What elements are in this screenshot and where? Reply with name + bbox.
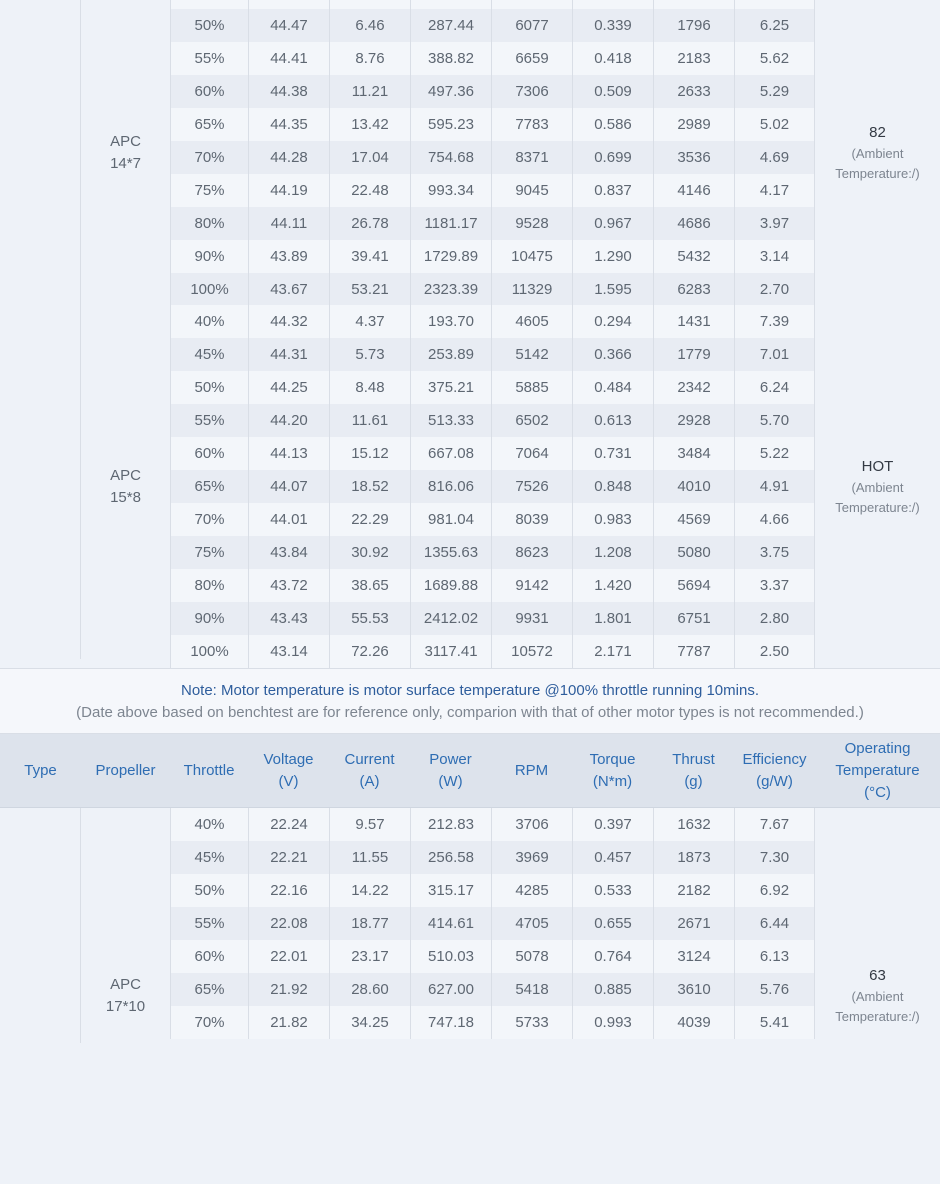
efficiency-cell: 5.62 [734, 42, 815, 75]
power-cell: 981.04 [410, 503, 491, 536]
voltage-cell: 44.11 [248, 207, 329, 240]
torque-cell: 0.294 [572, 305, 653, 338]
torque-cell: 0.731 [572, 437, 653, 470]
efficiency-cell: 4.91 [734, 470, 815, 503]
header-throttle: Throttle [183, 762, 235, 779]
table-row [0, 75, 940, 108]
torque-cell: 0.613 [572, 404, 653, 437]
rpm-cell: 9045 [491, 174, 572, 207]
temperature-note-line1: (Ambient [851, 145, 904, 161]
header-torque: Torque (N*m) [589, 751, 636, 790]
table-row [0, 207, 940, 240]
throttle-cell: 55% [170, 404, 248, 437]
rpm-cell: 4605 [491, 305, 572, 338]
efficiency-cell: 2.80 [734, 602, 815, 635]
rpm-cell: 10475 [491, 240, 572, 273]
rpm-cell: 6659 [491, 42, 572, 75]
torque-cell: 0.457 [572, 841, 653, 874]
thrust-cell: 1632 [653, 808, 734, 841]
thrust-cell: 4146 [653, 174, 734, 207]
power-cell: 388.82 [410, 42, 491, 75]
efficiency-cell: 2.70 [734, 273, 815, 306]
throttle-cell: 55% [170, 42, 248, 75]
voltage-cell: 43.43 [248, 602, 329, 635]
voltage-cell: 44.19 [248, 174, 329, 207]
table-row [0, 940, 940, 973]
table-row [0, 42, 940, 75]
torque-cell: 0.655 [572, 907, 653, 940]
rpm-cell: 7306 [491, 75, 572, 108]
throttle-cell: 65% [170, 108, 248, 141]
thrust-cell: 3610 [653, 973, 734, 1006]
efficiency-cell: 3.75 [734, 536, 815, 569]
efficiency-cell: 6.25 [734, 9, 815, 42]
rpm-cell: 4705 [491, 907, 572, 940]
power-cell: 667.08 [410, 437, 491, 470]
current-cell: 11.61 [329, 404, 410, 437]
voltage-cell: 44.07 [248, 470, 329, 503]
torque-cell: 0.885 [572, 973, 653, 1006]
torque-cell: 1.801 [572, 602, 653, 635]
current-cell: 15.12 [329, 437, 410, 470]
current-cell: 38.65 [329, 569, 410, 602]
efficiency-cell: 6.92 [734, 874, 815, 907]
current-cell: 6.46 [329, 9, 410, 42]
current-cell: 5.73 [329, 338, 410, 371]
throttle-cell: 100% [170, 273, 248, 306]
rpm-cell: 9528 [491, 207, 572, 240]
current-cell: 28.60 [329, 973, 410, 1006]
throttle-cell: 50% [170, 9, 248, 42]
voltage-cell: 43.67 [248, 273, 329, 306]
rpm-cell: 5885 [491, 371, 572, 404]
power-cell: 256.58 [410, 841, 491, 874]
propeller-size: 15*8 [110, 488, 141, 506]
header-propeller: Propeller [95, 762, 156, 779]
note-area [0, 668, 940, 734]
efficiency-cell: 7.67 [734, 808, 815, 841]
voltage-cell: 44.35 [248, 108, 329, 141]
throttle-cell: 50% [170, 371, 248, 404]
table-row [0, 973, 940, 1006]
power-cell: 414.61 [410, 907, 491, 940]
temperature-value: 63 [869, 967, 886, 984]
temperature-value: HOT [861, 457, 894, 475]
voltage-cell: 44.31 [248, 338, 329, 371]
power-cell: 497.36 [410, 75, 491, 108]
efficiency-cell: 6.24 [734, 371, 815, 404]
throttle-cell: 65% [170, 973, 248, 1006]
thrust-cell: 5080 [653, 536, 734, 569]
efficiency-cell: 3.37 [734, 569, 815, 602]
thrust-cell: 4686 [653, 207, 734, 240]
temperature-note-line1: (Ambient [851, 989, 904, 1004]
thrust-cell: 2928 [653, 404, 734, 437]
torque-cell: 1.290 [572, 240, 653, 273]
thrust-cell: 2989 [653, 108, 734, 141]
throttle-cell: 55% [170, 907, 248, 940]
torque-cell: 0.418 [572, 42, 653, 75]
table-row [0, 808, 940, 841]
header-efficiency: Efficiency (g/W) [742, 751, 807, 790]
voltage-cell: 22.01 [248, 940, 329, 973]
efficiency-cell: 5.22 [734, 437, 815, 470]
power-cell: 375.21 [410, 371, 491, 404]
voltage-cell: 43.89 [248, 240, 329, 273]
current-cell: 4.37 [329, 305, 410, 338]
torque-cell: 1.420 [572, 569, 653, 602]
header-power: Power (W) [429, 751, 472, 790]
efficiency-cell: 5.76 [734, 973, 815, 1006]
torque-cell: 0.339 [572, 9, 653, 42]
torque-cell: 0.397 [572, 808, 653, 841]
voltage-cell: 44.41 [248, 42, 329, 75]
thrust-cell: 1431 [653, 305, 734, 338]
throttle-cell: 70% [170, 503, 248, 536]
efficiency-cell: 5.02 [734, 108, 815, 141]
power-cell: 627.00 [410, 973, 491, 1006]
voltage-cell: 44.28 [248, 141, 329, 174]
efficiency-cell: 3.97 [734, 207, 815, 240]
current-cell: 11.21 [329, 75, 410, 108]
propeller-brand: APC [110, 132, 141, 150]
thrust-cell: 4010 [653, 470, 734, 503]
table-row [0, 841, 940, 874]
current-cell: 23.17 [329, 940, 410, 973]
voltage-cell: 22.16 [248, 874, 329, 907]
rpm-cell: 8039 [491, 503, 572, 536]
power-cell: 747.18 [410, 1006, 491, 1039]
voltage-cell: 44.38 [248, 75, 329, 108]
rpm-cell: 11329 [491, 273, 572, 306]
temperature-value: 82 [869, 123, 886, 141]
power-cell: 212.83 [410, 808, 491, 841]
power-cell: 1355.63 [410, 536, 491, 569]
rpm-cell: 5733 [491, 1006, 572, 1039]
rpm-cell: 8371 [491, 141, 572, 174]
efficiency-cell: 7.01 [734, 338, 815, 371]
voltage-cell: 44.47 [248, 9, 329, 42]
rpm-cell: 8623 [491, 536, 572, 569]
rpm-cell: 7526 [491, 470, 572, 503]
torque-cell: 2.171 [572, 635, 653, 668]
current-cell: 22.29 [329, 503, 410, 536]
throttle-cell: 90% [170, 240, 248, 273]
current-cell: 30.92 [329, 536, 410, 569]
power-cell: 287.44 [410, 9, 491, 42]
header-operating-temperature: Operating Temperature (°C) [835, 740, 920, 801]
torque-cell: 1.208 [572, 536, 653, 569]
rpm-cell: 5078 [491, 940, 572, 973]
throttle-cell: 40% [170, 305, 248, 338]
temperature-note-line2: Temperature:/) [835, 165, 920, 181]
voltage-cell: 43.72 [248, 569, 329, 602]
efficiency-cell: 5.41 [734, 1006, 815, 1039]
current-cell: 18.52 [329, 470, 410, 503]
voltage-cell: 21.92 [248, 973, 329, 1006]
rpm-cell: 6502 [491, 404, 572, 437]
torque-cell: 0.848 [572, 470, 653, 503]
throttle-cell: 75% [170, 536, 248, 569]
rpm-cell: 4285 [491, 874, 572, 907]
current-cell: 22.48 [329, 174, 410, 207]
table-row [0, 141, 940, 174]
voltage-cell: 44.20 [248, 404, 329, 437]
efficiency-cell: 7.30 [734, 841, 815, 874]
current-cell: 9.57 [329, 808, 410, 841]
table-row [0, 174, 940, 207]
propeller-size: 14*7 [110, 154, 141, 172]
propeller-size: 17*10 [105, 998, 146, 1015]
torque-cell: 0.533 [572, 874, 653, 907]
voltage-cell: 44.32 [248, 305, 329, 338]
header-voltage: Voltage (V) [263, 751, 314, 790]
torque-cell: 0.764 [572, 940, 653, 973]
table-row [0, 470, 940, 503]
power-cell: 1729.89 [410, 240, 491, 273]
throttle-cell: 40% [170, 808, 248, 841]
current-cell: 17.04 [329, 141, 410, 174]
throttle-cell: 70% [170, 141, 248, 174]
efficiency-cell: 6.44 [734, 907, 815, 940]
throttle-cell: 65% [170, 470, 248, 503]
table-row [0, 874, 940, 907]
power-cell: 1181.17 [410, 207, 491, 240]
table-row [0, 273, 940, 306]
rpm-cell: 3706 [491, 808, 572, 841]
efficiency-cell: 7.39 [734, 305, 815, 338]
rpm-cell: 9931 [491, 602, 572, 635]
torque-cell: 0.366 [572, 338, 653, 371]
throttle-cell: 80% [170, 569, 248, 602]
power-cell: 816.06 [410, 470, 491, 503]
propeller-brand: APC [110, 976, 141, 993]
thrust-cell: 2633 [653, 75, 734, 108]
current-cell: 14.22 [329, 874, 410, 907]
table-row [0, 9, 940, 42]
propeller-brand: APC [110, 466, 141, 484]
thrust-cell: 5694 [653, 569, 734, 602]
throttle-cell: 50% [170, 874, 248, 907]
thrust-cell: 6283 [653, 273, 734, 306]
table-row [0, 371, 940, 404]
torque-cell: 0.983 [572, 503, 653, 536]
header-rpm: RPM [514, 762, 549, 779]
efficiency-cell: 4.69 [734, 141, 815, 174]
throttle-cell: 75% [170, 174, 248, 207]
thrust-cell: 3124 [653, 940, 734, 973]
table-row [0, 437, 940, 470]
rpm-cell: 5418 [491, 973, 572, 1006]
power-cell: 253.89 [410, 338, 491, 371]
current-cell: 8.76 [329, 42, 410, 75]
efficiency-cell: 5.29 [734, 75, 815, 108]
thrust-cell: 4039 [653, 1006, 734, 1039]
current-cell: 13.42 [329, 108, 410, 141]
power-cell: 754.68 [410, 141, 491, 174]
current-cell: 72.26 [329, 635, 410, 668]
voltage-cell: 43.84 [248, 536, 329, 569]
throttle-cell: 60% [170, 437, 248, 470]
power-cell: 595.23 [410, 108, 491, 141]
voltage-cell: 43.14 [248, 635, 329, 668]
power-cell: 993.34 [410, 174, 491, 207]
throttle-cell: 60% [170, 75, 248, 108]
table-row [0, 907, 940, 940]
table-row [0, 503, 940, 536]
rpm-cell: 9142 [491, 569, 572, 602]
thrust-cell: 2183 [653, 42, 734, 75]
current-cell: 18.77 [329, 907, 410, 940]
voltage-cell: 44.13 [248, 437, 329, 470]
torque-cell: 0.586 [572, 108, 653, 141]
header-current: Current (A) [344, 751, 395, 790]
current-cell: 34.25 [329, 1006, 410, 1039]
header-type: Type [24, 762, 57, 779]
torque-cell: 0.967 [572, 207, 653, 240]
table-row [0, 536, 940, 569]
torque-cell: 0.509 [572, 75, 653, 108]
rpm-cell: 3969 [491, 841, 572, 874]
note-main: Note: Motor temperature is motor surface temperature @100% throttle running 10mins. [181, 682, 759, 699]
throttle-cell: 70% [170, 1006, 248, 1039]
throttle-cell: 100% [170, 635, 248, 668]
current-cell: 8.48 [329, 371, 410, 404]
table-row [0, 305, 940, 338]
rpm-cell: 7064 [491, 437, 572, 470]
thrust-cell: 6751 [653, 602, 734, 635]
torque-cell: 0.699 [572, 141, 653, 174]
thrust-cell: 7787 [653, 635, 734, 668]
power-cell: 315.17 [410, 874, 491, 907]
rpm-cell: 10572 [491, 635, 572, 668]
table-row [0, 404, 940, 437]
power-cell: 3117.41 [410, 635, 491, 668]
current-cell: 39.41 [329, 240, 410, 273]
efficiency-cell: 2.50 [734, 635, 815, 668]
power-cell: 513.33 [410, 404, 491, 437]
throttle-cell: 45% [170, 338, 248, 371]
voltage-cell: 44.25 [248, 371, 329, 404]
thrust-cell: 4569 [653, 503, 734, 536]
throttle-cell: 45% [170, 841, 248, 874]
table-row [0, 1006, 940, 1039]
efficiency-cell: 6.13 [734, 940, 815, 973]
efficiency-cell: 4.66 [734, 503, 815, 536]
thrust-cell: 2671 [653, 907, 734, 940]
current-cell: 53.21 [329, 273, 410, 306]
thrust-cell: 5432 [653, 240, 734, 273]
current-cell: 11.55 [329, 841, 410, 874]
efficiency-cell: 4.17 [734, 174, 815, 207]
throttle-cell: 90% [170, 602, 248, 635]
voltage-cell: 22.08 [248, 907, 329, 940]
efficiency-cell: 5.70 [734, 404, 815, 437]
thrust-cell: 2182 [653, 874, 734, 907]
torque-cell: 0.993 [572, 1006, 653, 1039]
rpm-cell: 6077 [491, 9, 572, 42]
table-row [0, 240, 940, 273]
torque-cell: 1.595 [572, 273, 653, 306]
current-cell: 26.78 [329, 207, 410, 240]
power-cell: 510.03 [410, 940, 491, 973]
voltage-cell: 44.01 [248, 503, 329, 536]
thrust-cell: 3484 [653, 437, 734, 470]
table-row [0, 108, 940, 141]
rpm-cell: 5142 [491, 338, 572, 371]
temperature-note-line2: Temperature:/) [835, 1009, 920, 1024]
thrust-cell: 2342 [653, 371, 734, 404]
rpm-cell: 7783 [491, 108, 572, 141]
power-cell: 2412.02 [410, 602, 491, 635]
voltage-cell: 22.24 [248, 808, 329, 841]
current-cell: 55.53 [329, 602, 410, 635]
temperature-note-line1: (Ambient [851, 479, 904, 495]
torque-cell: 0.484 [572, 371, 653, 404]
note-sub: (Date above based on benchtest are for reference only, comparion with that of other motor types is not recommended.) [76, 704, 864, 721]
table-row [0, 338, 940, 371]
torque-cell: 0.837 [572, 174, 653, 207]
power-cell: 1689.88 [410, 569, 491, 602]
thrust-cell: 1796 [653, 9, 734, 42]
power-cell: 193.70 [410, 305, 491, 338]
thrust-cell: 3536 [653, 141, 734, 174]
table-row [0, 569, 940, 602]
thrust-cell: 1873 [653, 841, 734, 874]
voltage-cell: 22.21 [248, 841, 329, 874]
throttle-cell: 80% [170, 207, 248, 240]
efficiency-cell: 3.14 [734, 240, 815, 273]
table-header [0, 734, 940, 808]
voltage-cell: 21.82 [248, 1006, 329, 1039]
table-row [0, 635, 940, 668]
thrust-cell: 1779 [653, 338, 734, 371]
header-thrust: Thrust (g) [672, 751, 715, 790]
temperature-note-line2: Temperature:/) [835, 499, 920, 515]
power-cell: 2323.39 [410, 273, 491, 306]
throttle-cell: 60% [170, 940, 248, 973]
table-row [0, 602, 940, 635]
